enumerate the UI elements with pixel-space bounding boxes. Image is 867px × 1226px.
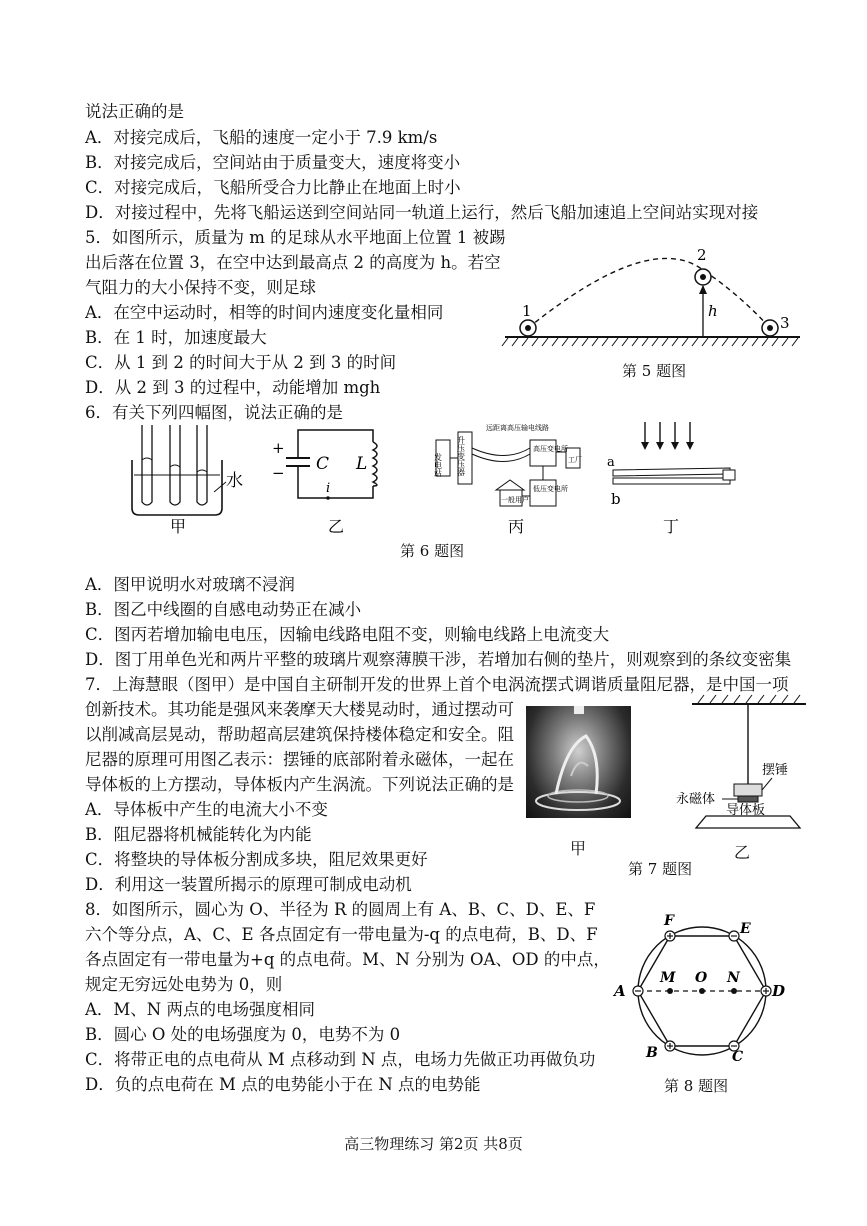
option-d: D．负的点电荷在 M 点的电势能小于在 N 点的电势能 (85, 1075, 481, 1094)
option-a: A．图甲说明水对玻璃不浸润 (85, 575, 295, 594)
text-line: 六个等分点，A、C、E 各点固定有一带电量为-q 的点电荷，B、D、F (85, 925, 598, 944)
label-water: 水 (226, 471, 243, 491)
label-M: M (660, 970, 676, 986)
text-line: 创新技术。其功能是强风来袭摩天大楼晃动时，通过摆动可 (85, 700, 514, 719)
option-d: D．对接过程中，先将飞船运送到空间站同一轨道上运行，然后飞船加速追上空间站实现对接 (85, 203, 759, 222)
text-line: 导体板的上方摆动，导体板内产生涡流。下列说法正确的是 (85, 775, 514, 794)
option-a: A．在空中运动时，相等的时间内速度变化量相同 (85, 303, 444, 322)
option-a: A．M、N 两点的电场强度相同 (85, 1000, 315, 1019)
label-bing: 丙 (508, 517, 525, 535)
label-i: i (326, 481, 331, 496)
text-line: 规定无穷远处电势为 0，则 (85, 975, 283, 994)
question-6: 6．有关下列四幅图，说法正确的是 (85, 403, 343, 422)
label-hv-sub: 高压变电所 (533, 445, 568, 453)
option-b: B．圆心 O 处的电场强度为 0，电势不为 0 (85, 1025, 401, 1044)
label-B: B (646, 1045, 658, 1061)
option-c: C．对接完成后，飞船所受合力比静止在地面上时小 (85, 178, 461, 197)
damper-photo (526, 706, 631, 818)
text-line: 尼器的原理可用图乙表示：摆锤的底部附着永磁体，一起在 (85, 750, 514, 769)
option-d: D．从 2 到 3 的过程中，动能增加 mgh (85, 378, 381, 397)
label-A: A (614, 982, 626, 1000)
label-ding: 丁 (663, 517, 680, 535)
label-2: 2 (697, 246, 707, 264)
option-b: B．在 1 时，加速度最大 (85, 328, 267, 347)
label-C: C (732, 1049, 744, 1065)
figure-7-caption: 第 7 题图 (628, 860, 693, 878)
label-D: D (772, 982, 786, 1000)
label-yi: 乙 (328, 517, 345, 535)
option-a: A．导体板中产生的电流大小不变 (85, 800, 328, 819)
label-yi: 乙 (734, 843, 751, 862)
figure-7-yi (676, 692, 826, 837)
text-line: 各点固定有一带电量为+q 的点电荷。M、N 分别为 OA、OD 的中点， (85, 950, 610, 969)
label-O: O (695, 970, 708, 986)
option-c: C．将带正电的点电荷从 M 点移动到 N 点，电场力先做正功再做负功 (85, 1050, 596, 1069)
label-station: 发电站 (433, 453, 443, 477)
label-L: L (356, 454, 368, 474)
figure-5-trajectory (500, 240, 810, 352)
figure-8-hexagon (612, 905, 802, 1065)
option-b: B．图乙中线圈的自感电动势正在减小 (85, 600, 362, 619)
label-plate: 导体板 (726, 803, 766, 818)
text-line: 出后落在位置 3，在空中达到最高点 2 的高度为 h。若空 (85, 253, 501, 272)
label-N: N (727, 970, 740, 986)
label-lv-sub: 低压变电所 (533, 485, 568, 493)
option-d: D．利用这一装置所揭示的原理可制成电动机 (85, 875, 412, 894)
text-line: 以削减高层晃动，帮助超高层建筑保持楼体稳定和安全。阻 (85, 725, 514, 744)
ball-icon (520, 320, 536, 336)
option-d: D．图丁用单色光和两片平整的玻璃片观察薄膜干涉，若增加右侧的垫片，则观察到的条纹变密集 (85, 650, 792, 669)
option-b: B．对接完成后，空间站由于质量变大，速度将变小 (85, 153, 461, 172)
option-c: C．将整块的导体板分割成多块，阻尼效果更好 (85, 850, 428, 869)
figure-5-caption: 第 5 题图 (622, 362, 687, 380)
label-3: 3 (780, 314, 790, 332)
label-minus: − (272, 464, 285, 482)
ball-icon (762, 320, 778, 336)
text-line: 说法正确的是 (85, 102, 184, 121)
question-5: 5．如图所示，质量为 m 的足球从水平地面上位置 1 被踢 (85, 228, 506, 247)
label-h: h (708, 302, 718, 320)
label-1: 1 (522, 302, 532, 320)
label-jia: 甲 (570, 839, 587, 858)
label-a: a (607, 455, 615, 470)
ball-icon (695, 269, 711, 285)
figure-6-jia (122, 420, 262, 535)
option-c: C．图丙若增加输电电压，因输电线路电阻不变，则输电线路上电流变大 (85, 625, 610, 644)
page-footer: 高三物理练习 第2页 共8页 (344, 1135, 523, 1153)
figure-6-yi (268, 420, 398, 535)
figure-6-ding (605, 418, 750, 535)
label-b: b (611, 490, 621, 508)
option-a: A．对接完成后，飞船的速度一定小于 7.9 km/s (85, 128, 438, 147)
option-c: C．从 1 到 2 的时间大于从 2 到 3 的时间 (85, 353, 397, 372)
question-7: 7．上海慧眼（图甲）是中国自主研制开发的世界上首个电涡流摆式调谐质量阻尼器，是中国一项 (85, 675, 789, 694)
label-magnet: 永磁体 (676, 792, 716, 807)
label-stepup: 升压变压器 (456, 436, 466, 476)
label-pendulum: 摆锤 (762, 763, 789, 778)
figure-6-caption: 第 6 题图 (400, 542, 465, 560)
label-F: F (664, 913, 674, 929)
figure-8-caption: 第 8 题图 (664, 1077, 729, 1095)
label-line: 远距离高压输电线路 (486, 424, 549, 432)
label-factory: 工厂 (568, 456, 582, 464)
text-line: 气阻力的大小保持不变，则足球 (85, 278, 316, 297)
question-8: 8．如图所示，圆心为 O、半径为 R 的圆周上有 A、B、C、D、E、F (85, 900, 596, 919)
label-user: 一般用户 (501, 496, 529, 504)
label-jia: 甲 (170, 517, 187, 535)
option-b: B．阻尼器将机械能转化为内能 (85, 825, 312, 844)
label-plus: + (272, 439, 285, 457)
figure-6-bing (430, 418, 600, 535)
label-E: E (740, 921, 751, 937)
label-C: C (316, 454, 330, 474)
